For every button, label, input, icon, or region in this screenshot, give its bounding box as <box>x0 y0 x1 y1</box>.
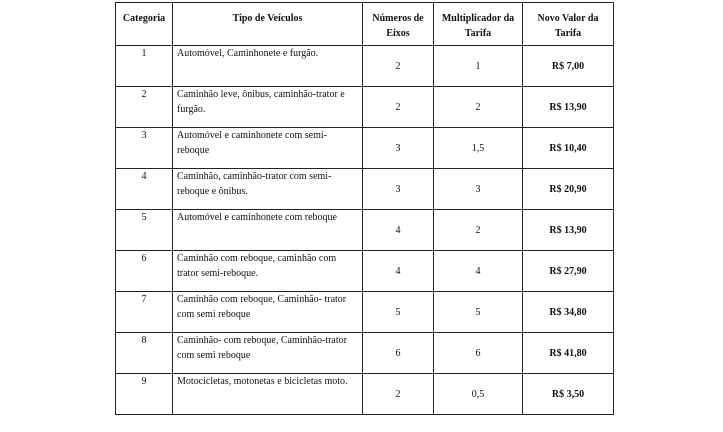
cell-valor: R$ 13,90 <box>523 87 614 128</box>
cell-valor: R$ 10,40 <box>523 128 614 169</box>
table-row <box>116 333 614 374</box>
cell-categoria: 5 <box>116 210 173 251</box>
header-categoria: Categoria <box>116 3 173 46</box>
table-row <box>116 87 614 128</box>
header-numeros-eixos: Números de Eixos <box>363 3 434 46</box>
cell-eixos: 6 <box>363 333 434 374</box>
cell-categoria: 8 <box>116 333 173 374</box>
cell-tipo: Caminhão, caminhão-trator com semi-reboque e ônibus. <box>173 169 363 210</box>
cell-multiplicador: 6 <box>434 333 523 374</box>
table-row <box>116 374 614 415</box>
cell-eixos: 2 <box>363 46 434 87</box>
cell-categoria: 4 <box>116 169 173 210</box>
cell-valor: R$ 7,00 <box>523 46 614 87</box>
tariff-table <box>115 2 614 415</box>
table-row <box>116 251 614 292</box>
table-row <box>116 169 614 210</box>
cell-tipo: Caminhão- com reboque, Caminhão-trator com semi reboque <box>173 333 363 374</box>
header-novo-valor: Novo Valor da Tarifa <box>523 3 614 46</box>
cell-multiplicador: 1 <box>434 46 523 87</box>
cell-valor: R$ 13,90 <box>523 210 614 251</box>
cell-tipo: Caminhão com reboque, Caminhão- trator com semi reboque <box>173 292 363 333</box>
cell-multiplicador: 4 <box>434 251 523 292</box>
cell-eixos: 3 <box>363 128 434 169</box>
cell-eixos: 3 <box>363 169 434 210</box>
cell-valor: R$ 34,80 <box>523 292 614 333</box>
cell-valor: R$ 27,90 <box>523 251 614 292</box>
cell-categoria: 6 <box>116 251 173 292</box>
table-row <box>116 292 614 333</box>
header-tipo-veiculos: Tipo de Veículos <box>173 3 363 46</box>
cell-valor: R$ 41,80 <box>523 333 614 374</box>
cell-valor: R$ 20,90 <box>523 169 614 210</box>
cell-tipo: Caminhão com reboque, caminhão com trator semi-reboque. <box>173 251 363 292</box>
cell-tipo: Automóvel e caminhonete com semi-reboque <box>173 128 363 169</box>
cell-eixos: 2 <box>363 87 434 128</box>
cell-tipo: Caminhão leve, ônibus, caminhão-trator e furgão. <box>173 87 363 128</box>
header-row <box>116 3 614 46</box>
cell-eixos: 2 <box>363 374 434 415</box>
cell-multiplicador: 1,5 <box>434 128 523 169</box>
cell-tipo: Motocicletas, motonetas e bicicletas moto. <box>173 374 363 415</box>
cell-categoria: 3 <box>116 128 173 169</box>
cell-multiplicador: 0,5 <box>434 374 523 415</box>
cell-categoria: 2 <box>116 87 173 128</box>
cell-multiplicador: 5 <box>434 292 523 333</box>
header-multiplicador: Multiplicador da Tarifa <box>434 3 523 46</box>
cell-categoria: 9 <box>116 374 173 415</box>
table-row <box>116 210 614 251</box>
cell-eixos: 5 <box>363 292 434 333</box>
cell-eixos: 4 <box>363 251 434 292</box>
cell-tipo: Automóvel, Caminhonete e furgão. <box>173 46 363 87</box>
cell-categoria: 1 <box>116 46 173 87</box>
cell-multiplicador: 3 <box>434 169 523 210</box>
cell-valor: R$ 3,50 <box>523 374 614 415</box>
cell-eixos: 4 <box>363 210 434 251</box>
table-row <box>116 128 614 169</box>
cell-categoria: 7 <box>116 292 173 333</box>
cell-multiplicador: 2 <box>434 87 523 128</box>
cell-tipo: Automóvel e caminhonete com reboque <box>173 210 363 251</box>
cell-multiplicador: 2 <box>434 210 523 251</box>
table-row <box>116 46 614 87</box>
